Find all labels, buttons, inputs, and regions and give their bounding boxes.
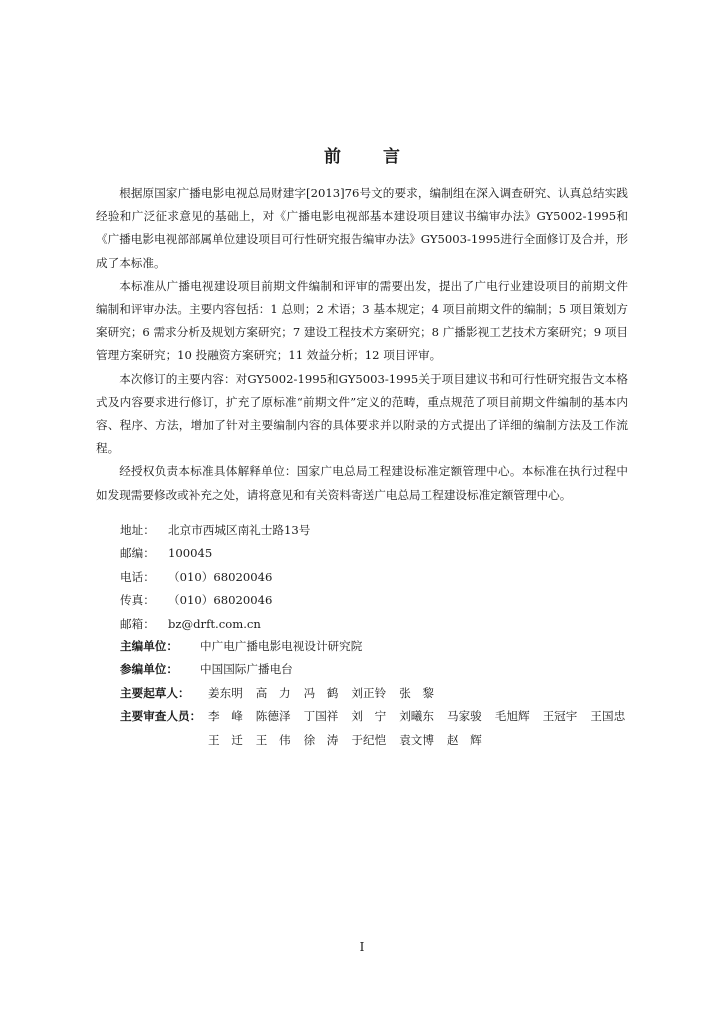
reviewer-name: 王 伟 (255, 732, 291, 747)
contact-address (120, 519, 310, 542)
reviewer-name: 丁国祥 (303, 709, 339, 724)
contact-value: （010）68020046 (168, 569, 273, 584)
contact-postcode (120, 542, 310, 565)
contact-label: 传真： (120, 593, 155, 608)
reviewer-name: 王国忠 (590, 709, 626, 724)
organizations-and-people (120, 635, 648, 752)
reviewer-name: 刘曦东 (399, 709, 434, 724)
paragraph-3: 本次修订的主要内容：对GY5002-1995和GY5003-1995关于项目建议书和可行性研究报告文本格式及内容要求进行修订，扩充了原标准“前期文件”定义的范畴，重点规范了项目前期文件编制的基本内容、程序、方法，增加了针对主要编制内容的具体要求并以附录的方式提出了详细的编制方法及工作流程。 (96, 371, 628, 456)
contact-phone (120, 566, 310, 589)
chief-unit-label: 主编单位： (120, 639, 178, 653)
chief-unit-row (120, 635, 648, 658)
contact-label: 邮箱： (120, 616, 155, 631)
participant-unit-row (120, 658, 648, 681)
contact-value: 北京市西城区南礼士路13号 (168, 523, 311, 537)
participant-unit-value: 中国国际广播电台 (200, 662, 293, 677)
preface-body (96, 182, 628, 507)
participant-unit-label: 参编单位： (120, 662, 178, 677)
reviewer-name: 于纪恺 (351, 732, 387, 747)
reviewers-row (120, 705, 648, 752)
reviewers-label: 主要审查人员： (120, 709, 202, 724)
reviewers-names (208, 705, 648, 752)
page-number: I (359, 940, 365, 954)
contact-value: bz@drft.com.cn (168, 616, 261, 631)
reviewer-name: 李 峰 (208, 709, 243, 724)
contact-value: 100045 (168, 546, 213, 561)
contact-label: 邮编： (120, 546, 155, 561)
drafter-name: 姜东明 (208, 685, 243, 700)
drafter-name: 张 黎 (399, 685, 434, 700)
contact-info (120, 519, 310, 636)
drafters-row (120, 682, 648, 705)
reviewer-name: 刘 宁 (351, 709, 387, 724)
contact-email (120, 613, 310, 636)
drafter-name: 高 力 (255, 685, 291, 700)
drafters-label: 主要起草人： (120, 685, 190, 700)
reviewer-name: 王 迁 (208, 732, 243, 747)
reviewer-name: 王冠宇 (542, 709, 578, 724)
chief-unit-value: 中广电广播电影电视设计研究院 (200, 639, 363, 653)
contact-label: 电话： (120, 569, 155, 584)
drafter-name: 刘正铃 (351, 685, 387, 700)
drafter-name: 冯 鹤 (303, 685, 339, 700)
reviewer-name: 徐 涛 (303, 732, 339, 747)
reviewer-name: 毛旭辉 (494, 709, 530, 724)
reviewer-name: 陈德泽 (255, 709, 291, 724)
contact-value: （010）68020046 (168, 593, 273, 608)
contact-fax (120, 589, 310, 612)
reviewer-name: 袁文博 (399, 732, 434, 747)
paragraph-1: 根据原国家广播电影电视总局财建字[2013]76号文的要求，编制组在深入调查研究、认真总结实践经验和广泛征求意见的基础上，对《广播电影电视部基本建设项目建议书编审办法》GY5002-1995和《广播电影电视部部属单位建设项目可行性研究报告编审办法》GY5003-1995进行全面修订及合并，形成了本标准。 (96, 186, 628, 270)
drafters-names (208, 682, 648, 705)
contact-label: 地址： (120, 523, 155, 537)
reviewer-name: 赵 辉 (446, 732, 482, 747)
paragraph-4: 经授权负责本标准具体解释单位：国家广电总局工程建设标准定额管理中心。本标准在执行过程中如发现需要修改或补充之处，请将意见和有关资料寄送广电总局工程建设标准定额管理中心。 (96, 464, 628, 502)
paragraph-2: 本标准从广播电视建设项目前期文件编制和评审的需要出发，提出了广电行业建设项目的前期文件编制和评审办法。主要内容包括：1 总则；2 术语；3 基本规定；4 项目前期文件的编制；5 项目策划方案研究；6 需求分析及规划方案研究；7 建设工程技术方案研究；8 广播影视工艺技术方案研究；9 项目管理方案研究；10 投融资方案研究；11 效益分析；12 项目评审。 (96, 278, 628, 363)
page-title: 前 言 (324, 147, 418, 167)
reviewer-name: 马家骏 (446, 709, 482, 724)
